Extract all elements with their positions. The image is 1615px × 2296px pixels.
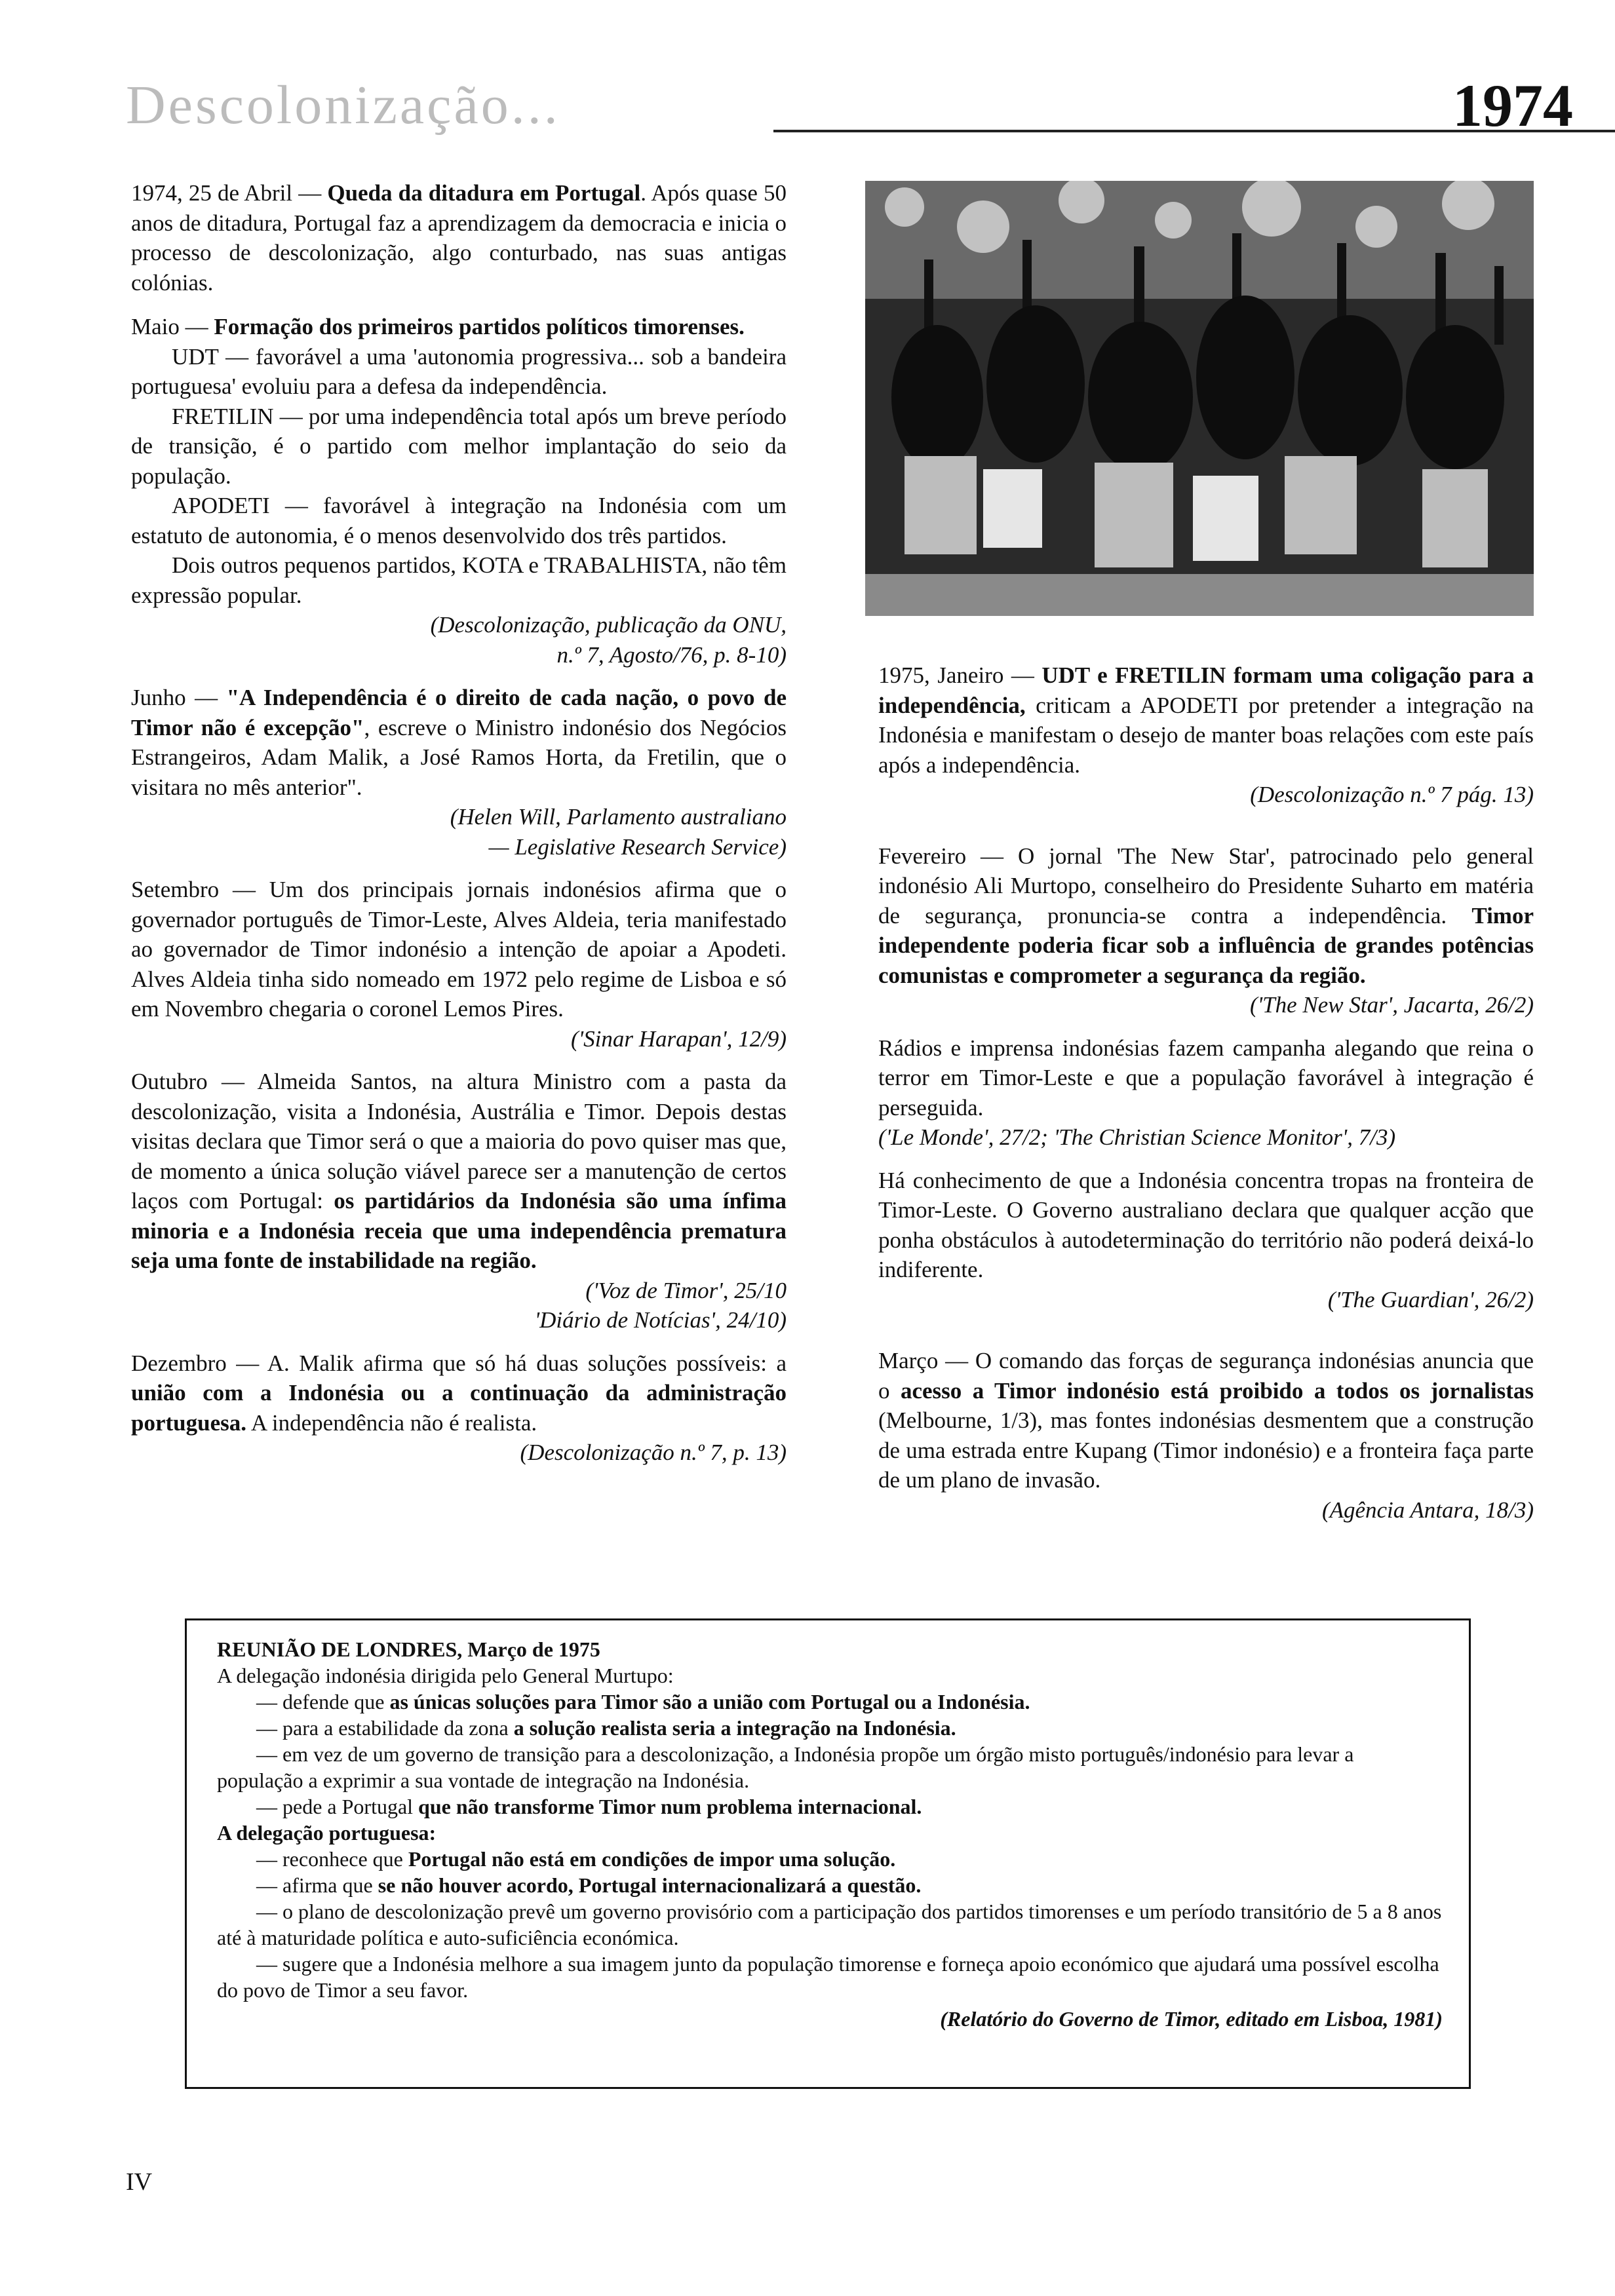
entry-december-1974: Dezembro — A. Malik afirma que só há duas soluções possíveis: a união com a Indonésia ou a continuação da administração portuguesa. A independência não é realista.: [131, 1350, 787, 1436]
entry-january-1975: 1975, Janeiro — UDT e FRETILIN formam uma coligação para a independência, criticam a APODETI por pretender a integração na Indonésia e manifestam o desejo de manter boas relações com este país após a independência.: [878, 662, 1534, 778]
source-citation: (Descolonização n.º 7, p. 13): [520, 1440, 787, 1465]
page-number: IV: [126, 2168, 153, 2196]
entry-june-1974: Junho — "A Independência é o direito de cada nação, o povo de Timor não é excepção", escreve o Ministro indonésio dos Negócios Estrangeiros, Adam Malik, a José Ramos Horta, da Fretilin, que o visitara no mês anterior".: [131, 685, 787, 800]
box-item: — pede a Portugal que não transforme Timor num problema internacional.: [256, 1795, 922, 1818]
crowd-photo: [865, 181, 1534, 616]
right-column: [878, 660, 1534, 1538]
box-source: (Relatório do Governo de Timor, editado em Lisboa, 1981): [940, 2007, 1443, 2031]
source-citation: (Agência Antara, 18/3): [1321, 1497, 1534, 1523]
box-title: REUNIÃO DE LONDRES, Março de 1975: [217, 1637, 600, 1661]
source-citation: 'Diário de Notícias', 24/10): [534, 1307, 787, 1333]
party-fretilin: FRETILIN — por uma independência total após um breve período de transição, é o partido com melhor implantação do seio da população.: [131, 403, 787, 489]
box-item: — para a estabilidade da zona a solução realista seria a integração na Indonésia.: [256, 1716, 956, 1740]
box-item: — defende que as únicas soluções para Timor são a união com Portugal ou a Indonésia.: [256, 1690, 1030, 1713]
london-meeting-box: [185, 1618, 1471, 2089]
entry-february-1975: Fevereiro — O jornal 'The New Star', patrocinado pelo general indonésio Ali Murtopo, conselheiro do Presidente Suharto em matéria de segurança, pronuncia-se contra a independência. Timor independente poderia ficar sob a influência de grandes potências comunistas e comprometer a segurança da região.: [878, 843, 1534, 988]
box-item: — reconhece que Portugal não está em condições de impor uma solução.: [256, 1847, 896, 1871]
box-subheading: A delegação portuguesa:: [217, 1821, 437, 1845]
source-citation: (Helen Will, Parlamento australiano: [450, 804, 787, 830]
party-others: Dois outros pequenos partidos, KOTA e TRABALHISTA, não têm expressão popular.: [131, 552, 787, 608]
entry-may-1974: Maio — Formação dos primeiros partidos políticos timorenses.: [131, 314, 745, 339]
box-item: — sugere que a Indonésia melhore a sua imagem junto da população timorense e forneça apoio económico que ajudará uma possível escolha do povo de Timor a seu favor.: [217, 1952, 1439, 2002]
source-citation: ('Le Monde', 27/2; 'The Christian Science Monitor', 7/3): [878, 1124, 1396, 1150]
party-udt: UDT — favorável a uma 'autonomia progressiva... sob a bandeira portuguesa' evoluiu para a defesa da independência.: [131, 343, 787, 399]
source-citation: ('The New Star', Jacarta, 26/2): [1250, 992, 1534, 1018]
party-apodeti: APODETI — favorável à integração na Indonésia com um estatuto de autonomia, é o menos desenvolvido dos três partidos.: [131, 493, 787, 548]
source-citation: (Descolonização, publicação da ONU,: [430, 612, 787, 638]
entry-troops-border: Há conhecimento de que a Indonésia concentra tropas na fronteira de Timor-Leste. O Governo australiano declara que qualquer acção que ponha obstáculos à autodeterminação do território não poderá deixá-lo indiferente.: [878, 1167, 1534, 1282]
entry-april-1974: 1974, 25 de Abril — Queda da ditadura em Portugal. Após quase 50 anos de ditadura, Portugal faz a aprendizagem da democracia e inicia o processo de descolonização, algo conturbado, nas suas antigas colónias.: [131, 180, 787, 296]
entry-october-1974: Outubro — Almeida Santos, na altura Ministro com a pasta da descolonização, visita a Indonésia, Austrália e Timor. Depois destas visitas declara que Timor será o que a maioria do povo quiser mas que, de momento a única solução viável parece ser a manutenção de certos laços com Portugal: os partidários da Indonésia são uma ínfima minoria e a Indonésia receia que uma independência prematura seja uma fonte de instabilidade na região.: [131, 1069, 787, 1273]
box-item: — o plano de descolonização prevê um governo provisório com a participação dos partidos timorenses e um período transitório de 5 a 8 anos até à maturidade política e auto-suficiência económica.: [217, 1900, 1442, 1949]
entry-march-1975: Março — O comando das forças de segurança indonésias anuncia que o acesso a Timor indonésio está proibido a todos os jornalistas (Melbourne, 1/3), mas fontes indonésias desmentem que a construção de uma estrada entre Kupang (Timor indonésio) e a fronteira faça parte de um plano de invasão.: [878, 1348, 1534, 1493]
box-item: — em vez de um governo de transição para a descolonização, a Indonésia propõe um órgão misto português/indonésio para levar a população a exprimir a sua vontade de integração na Indonésia.: [217, 1742, 1354, 1792]
crowd-photo-image: [865, 181, 1534, 616]
source-citation: — Legislative Research Service): [488, 833, 787, 860]
source-citation: ('The Guardian', 26/2): [1327, 1286, 1534, 1312]
source-citation: (Descolonização n.º 7 pág. 13): [1250, 782, 1534, 807]
entry-indonesian-media: Rádios e imprensa indonésias fazem campanha alegando que reina o terror em Timor-Leste e que a população favorável à integração é perseguida.: [878, 1035, 1534, 1120]
source-citation: ('Voz de Timor', 25/10: [585, 1277, 787, 1303]
box-item: — afirma que se não houver acordo, Portugal internacionalizará a questão.: [256, 1873, 922, 1897]
left-column: [131, 178, 787, 1481]
box-intro: A delegação indonésia dirigida pelo General Murtupo:: [217, 1664, 674, 1687]
header-year: 1974: [1452, 72, 1573, 139]
source-citation: ('Sinar Harapan', 12/9): [571, 1025, 787, 1052]
entry-september-1974: Setembro — Um dos principais jornais indonésios afirma que o governador português de Timor-Leste, Alves Aldeia, teria manifestado ao governador de Timor indonésio a intenção de apoiar a Apodeti. Alves Aldeia tinha sido nomeado em 1972 pelo regime de Lisboa e só em Novembro chegaria o coronel Lemos Pires.: [131, 877, 787, 1022]
header-title: Descolonização...: [126, 75, 560, 136]
source-citation: n.º 7, Agosto/76, p. 8-10): [556, 641, 787, 668]
